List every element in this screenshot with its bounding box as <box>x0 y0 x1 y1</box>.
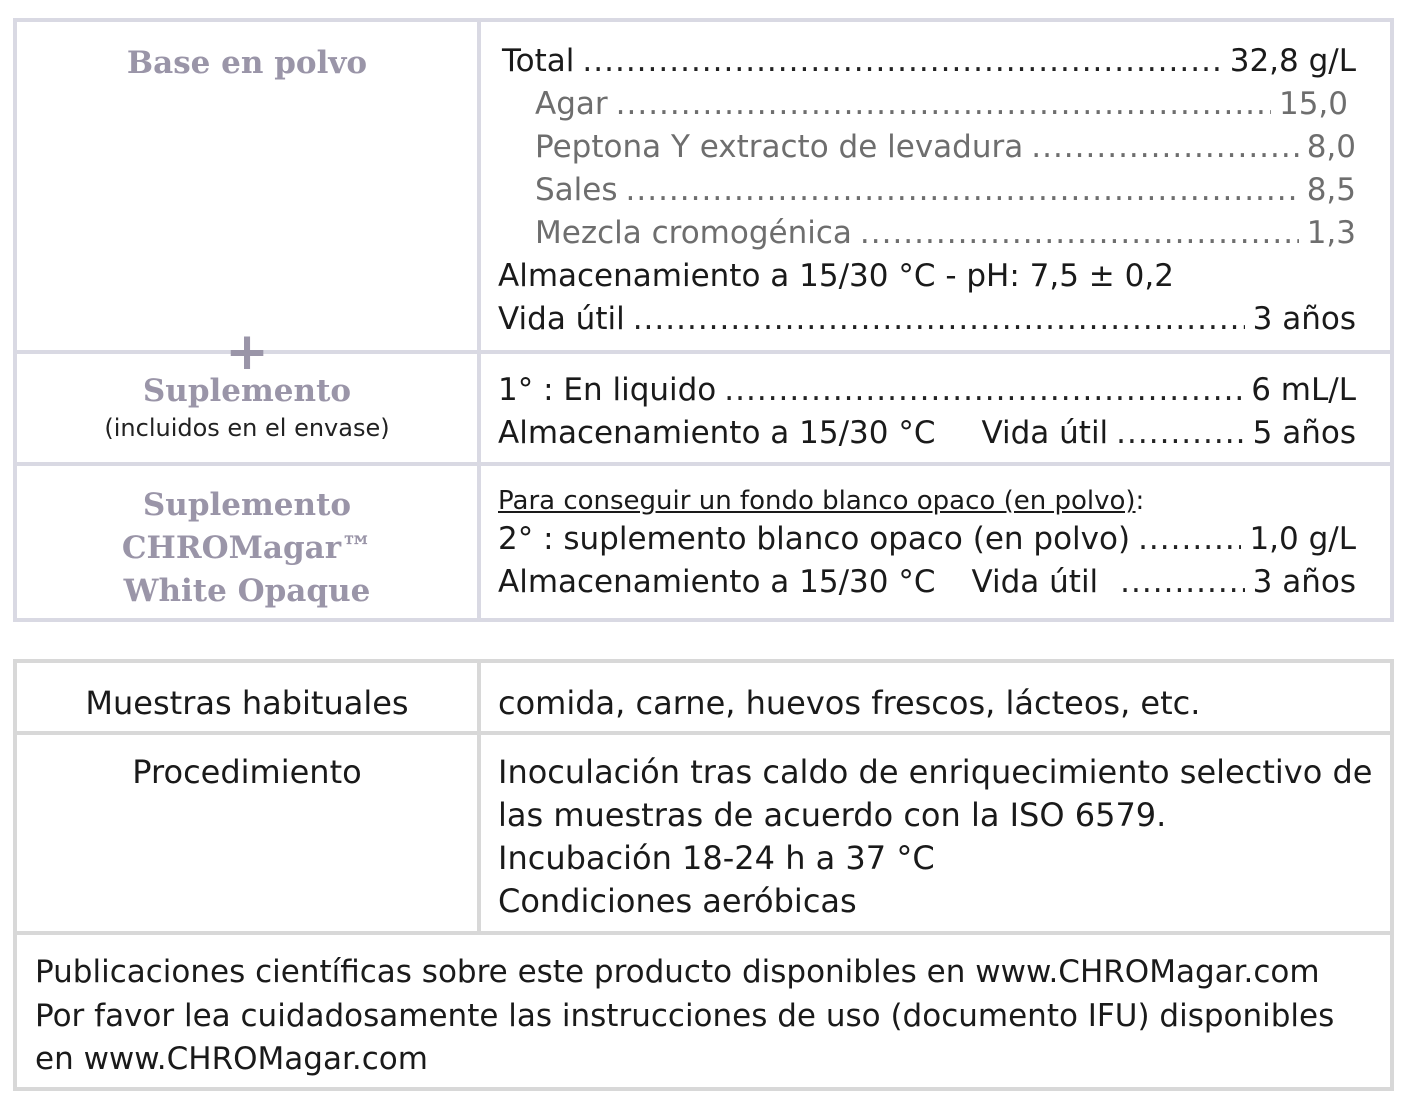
row-divider <box>17 931 1390 935</box>
white-opaque-note: Para conseguir un fondo blanco opaco (en polvo): <box>498 486 1145 516</box>
component-line <box>498 126 1356 169</box>
supplement-details <box>498 369 1356 455</box>
composition-table <box>13 18 1394 622</box>
white-opaque-label: Suplemento CHROMagar™ White Opaque <box>121 487 373 609</box>
component-label: Peptona Y extracto de levadura <box>535 129 1024 165</box>
procedure-text: Inoculación tras caldo de enriquecimiento selectivo de las muestras de acuerdo con la ISO 6579. Incubación 18-24 h a 37 °C Condiciones aeróbicas <box>498 753 1373 920</box>
component-line <box>498 212 1356 255</box>
white-opaque-details <box>498 484 1356 604</box>
supplement-label-block <box>17 370 477 443</box>
component-value: 1,3 <box>1306 215 1356 251</box>
component-value: 15,0 <box>1278 86 1348 122</box>
column-divider <box>477 22 481 618</box>
white-opaque-line: 2° : suplemento blanco opaco (en polvo) ..... 1,0 g/L <box>498 518 1356 561</box>
supplement-line: 1° : En liquido ..... 6 mL/L <box>498 369 1356 412</box>
supplement-sublabel: (incluidos en el envase) <box>104 414 390 442</box>
row-divider <box>17 731 1390 735</box>
procedure-label: Procedimiento <box>132 753 362 791</box>
total-value: 32,8 g/L <box>1229 43 1356 79</box>
supplement-storage-line: Almacenamiento a 15/30 °C Vida útil ..... 5 años <box>498 412 1356 455</box>
footer-note: Publicaciones científicas sobre este producto disponibles en www.CHROMagar.com Por favor lea cuidadosamente las instrucciones de uso (documento IFU) disponibles en www.CHROMagar.com <box>35 954 1335 1077</box>
column-divider <box>477 663 481 933</box>
samples-label: Muestras habituales <box>85 684 409 722</box>
base-details <box>498 40 1356 341</box>
samples-value: comida, carne, huevos frescos, lácteos, etc. <box>498 684 1201 722</box>
base-shelf-life: Vida útil ..... 3 años <box>498 298 1356 341</box>
component-label: Agar <box>535 86 608 122</box>
row-divider <box>17 462 1390 466</box>
base-label: Base en polvo <box>126 45 368 81</box>
component-value: 8,0 <box>1306 129 1356 165</box>
base-storage: Almacenamiento a 15/30 °C - pH: 7,5 ± 0,2 <box>498 258 1174 294</box>
component-label: Sales <box>535 172 618 208</box>
supplement-label: Suplemento <box>142 373 352 409</box>
component-label: Mezcla cromogénica <box>535 215 852 251</box>
total-line <box>498 40 1356 83</box>
total-label: Total <box>502 43 575 79</box>
plus-icon: + <box>225 322 269 382</box>
component-line <box>498 169 1356 212</box>
component-line <box>498 83 1356 126</box>
component-value: 8,5 <box>1306 172 1356 208</box>
white-opaque-storage-line: Almacenamiento a 15/30 °C Vida útil ..... 3 años <box>498 561 1356 604</box>
usage-table <box>13 659 1394 1091</box>
